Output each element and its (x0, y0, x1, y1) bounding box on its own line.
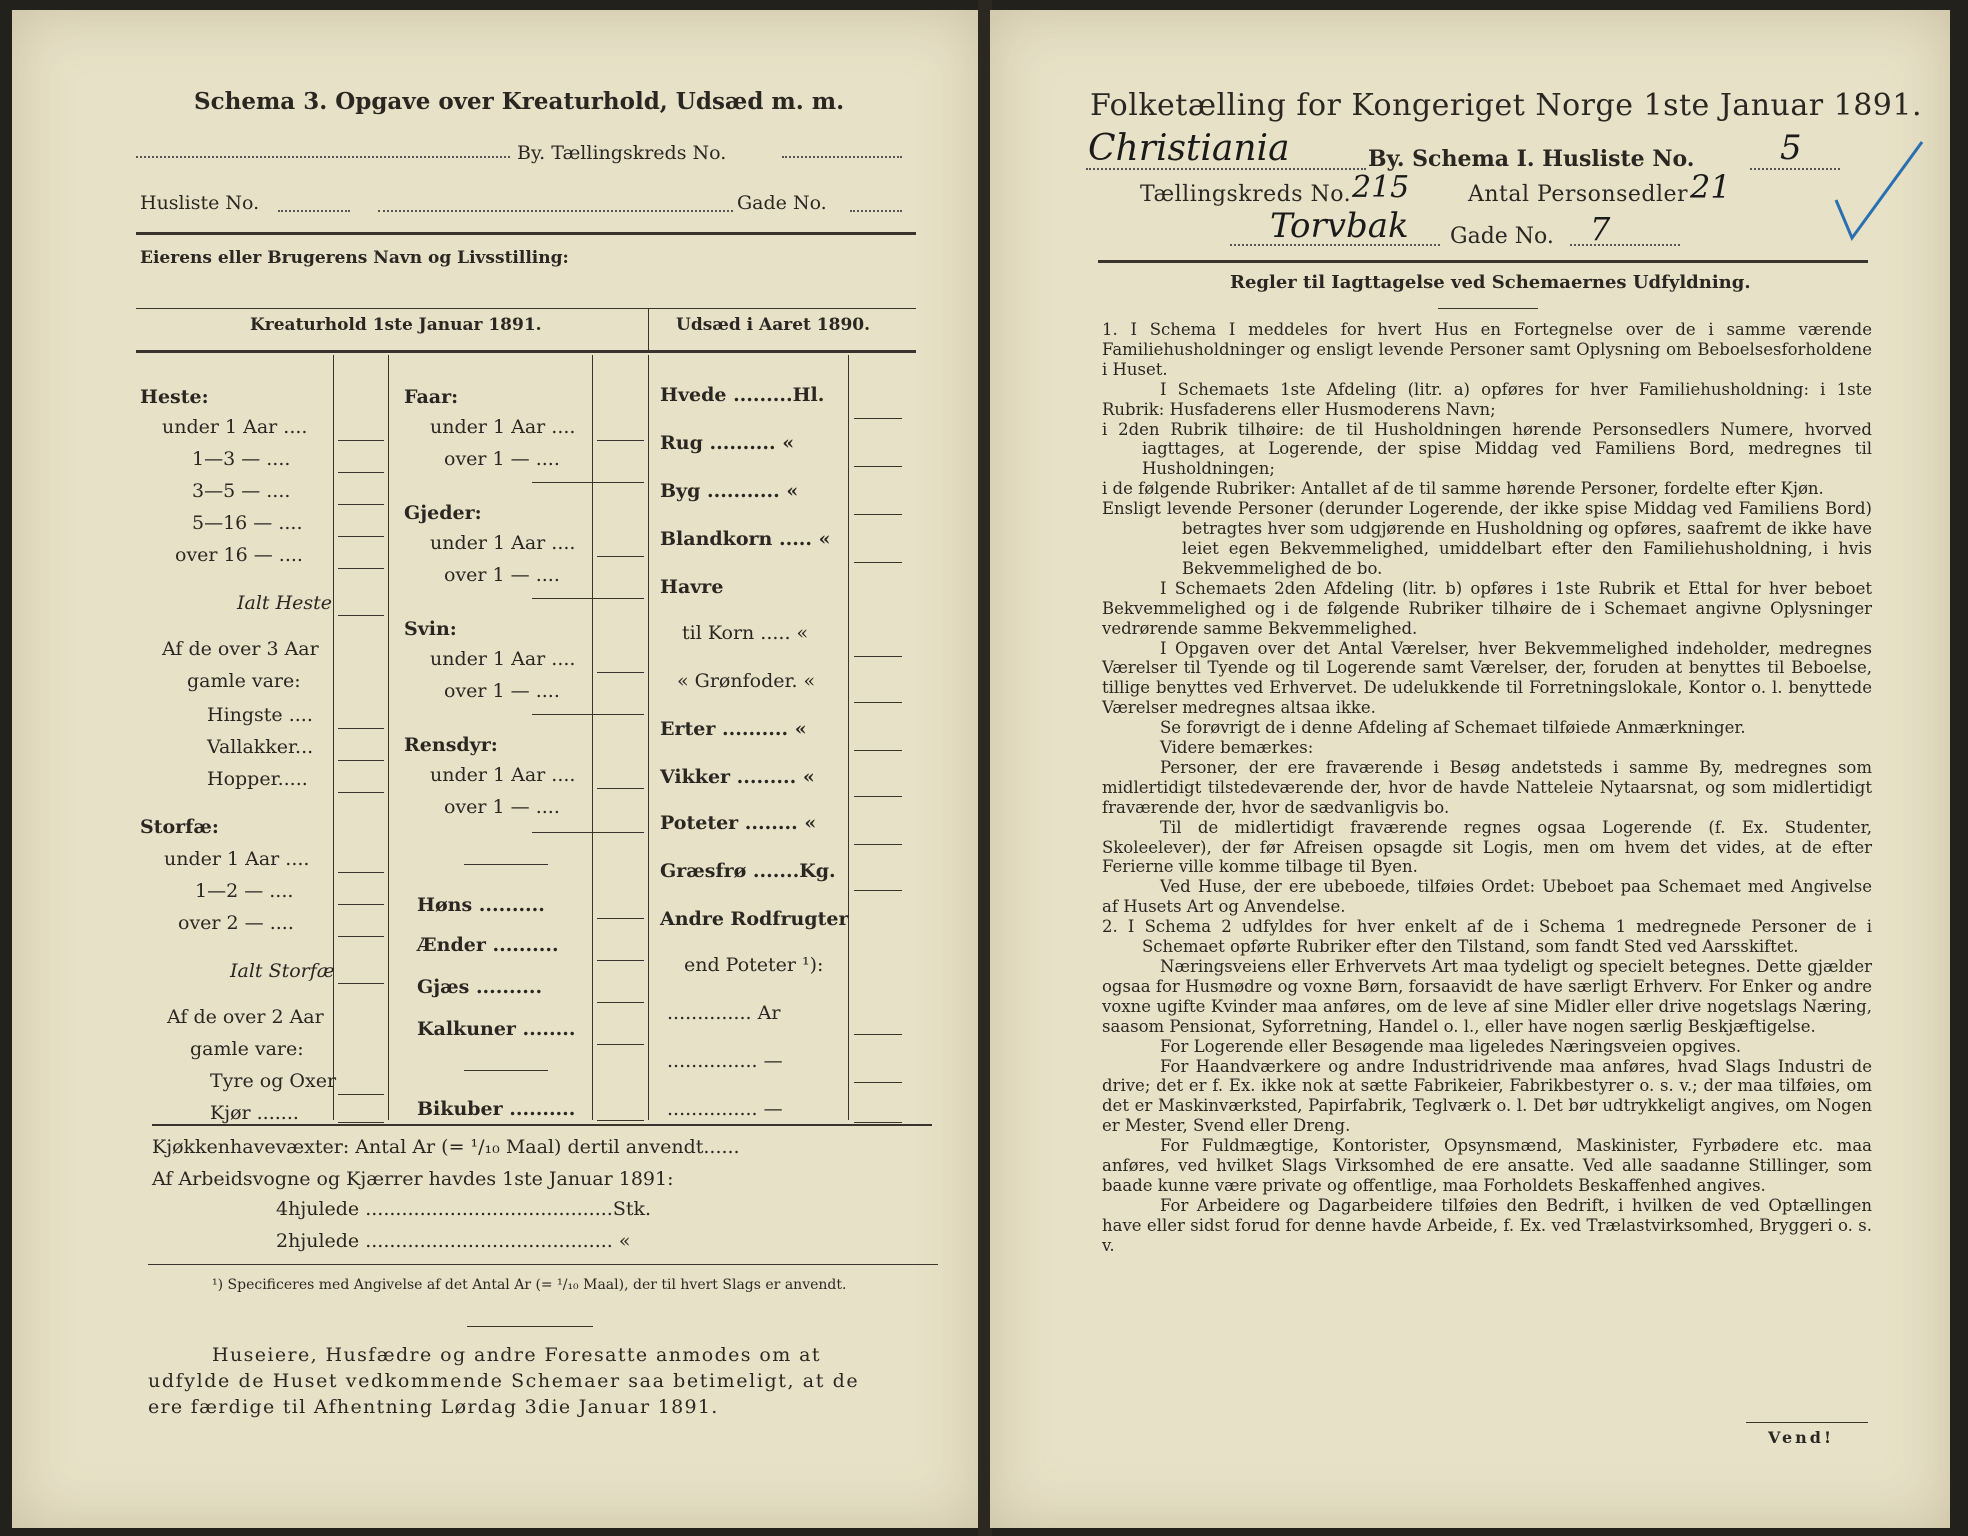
fire-hjulede: 4hjulede .........................................Stk. (276, 1198, 652, 1220)
svin-row: under 1 Aar .... (430, 648, 576, 670)
gjeder-row: over 1 — .... (444, 564, 560, 586)
udsaed-erter: Erter .......... « (660, 718, 807, 740)
check-mark-icon (1828, 138, 1928, 248)
handwritten-husliste: 5 (1780, 128, 1802, 168)
udsaed-dash: ............... — (667, 1098, 783, 1120)
udsaed-gronfoder: « Grønfoder. « (677, 670, 816, 692)
to-hjulede: 2hjulede ......................................... « (276, 1230, 631, 1252)
vend-label: Vend! (1768, 1428, 1834, 1447)
col-kreatur: Kreaturhold 1ste Januar 1891. (250, 315, 542, 335)
fowl-item: Høns .......... (417, 894, 545, 916)
storfae-type: Kjør ....... (210, 1102, 299, 1124)
udsaed-havre: Havre (660, 576, 724, 598)
udsaed-graesfro: Græsfrø .......Kg. (660, 860, 836, 882)
heste-total: Ialt Heste (237, 592, 333, 614)
heste-row: 5—16 — .... (192, 512, 303, 534)
storfae-row: under 1 Aar .... (164, 848, 310, 870)
heste-row: under 1 Aar .... (162, 416, 308, 438)
closing: ere færdige til Afhentning Lørdag 3die Januar 1891. (148, 1396, 719, 1418)
storfae-row: 1—2 — .... (195, 880, 294, 902)
rensdyr-head: Rensdyr: (404, 734, 498, 756)
handwritten-antal: 21 (1690, 168, 1731, 206)
rensdyr-row: under 1 Aar .... (430, 764, 576, 786)
right-title: Folketælling for Kongeriget Norge 1ste Januar 1891. (1090, 88, 1923, 123)
heste-type: Hingste .... (207, 704, 313, 726)
rule-paragraph: I Schemaets 2den Afdeling (litr. b) opføres i 1ste Rubrik et Ettal for hver beboet Bekvemmelighed og i de følgende Rubriker tilhøire de i Schemaet angivne Oplysninger vedrørende samme Bekvemmelighed. (1102, 578, 1872, 638)
gade-no: Gade No. (1450, 224, 1554, 249)
handwritten-city: Christiania (1088, 128, 1290, 169)
rule-paragraph: I Opgaven over det Antal Værelser, hver Bekvemmelighed indeholder, medregnes Værelser til Tyende og til Logerende samt Værelser, der, foruden at benyttes til Beboelse, tillige benyttes ved Erhvervet. De udelukkende til Forretningslokale, Kontor o. l. benyttede Værelser medregnes altsaa ikke. (1102, 638, 1872, 718)
handwritten-kreds: 215 (1352, 170, 1410, 205)
bikuber: Bikuber .......... (417, 1098, 576, 1120)
faar-head: Faar: (404, 386, 459, 408)
fowl-item: Gjæs .......... (417, 976, 543, 998)
rule-paragraph: I Schemaets 1ste Afdeling (litr. a) opføres for hver Familiehusholdning: i 1ste Rubrik: Husfaderens eller Husmoderens Navn; (1102, 379, 1872, 419)
rensdyr-row: over 1 — .... (444, 796, 560, 818)
udsaed-andre: Andre Rodfrugter (660, 908, 849, 930)
rule-paragraph: Næringsveiens eller Erhvervets Art maa tydeligt og specielt betegnes. Dette gjælder ogsaa for Husmødre og voxne Børn, forsaavidt de have særligt Erhverv. For Enker og andre voxne ugifte Kvinder maa anføres, om de leve af sine Midler eller drive nogetslags Næring, saasom Pensionat, Syforretning, Handel o. l., eller have nogen særlig Beskjæftigelse. (1102, 957, 1872, 1036)
rule-paragraph: For Arbeidere og Dagarbeidere tilføies den Bedrift, i hvilken de ved Optællingen have eller sidst forud for denne havde Arbeide, f. Ex. ved Trælastvirksomhed, Bryggeri o. s. v. (1102, 1195, 1872, 1255)
rule-paragraph: Se forøvrigt de i denne Afdeling af Schemaet tilføiede Anmærkninger. (1160, 718, 1746, 738)
husliste-label: Husliste No. (140, 192, 260, 214)
fowl-item: Ænder .......... (417, 934, 559, 956)
storfae-total: Ialt Storfæ (230, 960, 335, 982)
fowl-item: Kalkuner ........ (417, 1018, 576, 1040)
udsaed-blandkorn: Blandkorn ..... « (660, 528, 831, 550)
handwritten-gade-no: 7 (1590, 210, 1611, 248)
heste-type: Hopper..... (207, 768, 308, 790)
closing: Huseiere, Husfædre og andre Foresatte anmodes om at (212, 1344, 821, 1366)
faar-row: over 1 — .... (444, 448, 560, 470)
col-udsaed: Udsæd i Aaret 1890. (676, 315, 871, 335)
storfae-row: over 2 — .... (178, 912, 294, 934)
storfae-head: Storfæ: (140, 816, 219, 838)
faar-row: under 1 Aar .... (430, 416, 576, 438)
heste-type: Vallakker... (207, 736, 314, 758)
udsaed-byg: Byg ........... « (660, 480, 799, 502)
udsaed-dash: ............... — (667, 1050, 783, 1072)
udsaed-poteter: Poteter ........ « (660, 812, 817, 834)
rule-paragraph: For Logerende eller Besøgende maa ligeledes Næringsveien opgives. (1160, 1036, 1742, 1056)
by-label: By. Tællingskreds No. (517, 142, 727, 164)
left-page (12, 10, 980, 1528)
kjokken: Kjøkkenhavevæxter: Antal Ar (= ¹/₁₀ Maal) dertil anvendt...... (152, 1136, 740, 1158)
heste-sub: Af de over 3 Aar (162, 638, 319, 660)
rule-paragraph: Ensligt levende Personer (derunder Logerende, der ikke spise Middag ved Familiens Bord) betragtes hver som udgjørende en Husholdning og opføres, saafremt de ikke have leiet egen Bekvemmelighed, umiddelbart efter den Familiehusholdning, i hvis Bekvemmelighed de bo. (1102, 499, 1872, 578)
left-title: Schema 3. Opgave over Kreaturhold, Udsæd m. m. (194, 88, 845, 115)
storfae-type: Tyre og Oxer (210, 1070, 337, 1092)
rule-paragraph: For Fuldmægtige, Kontorister, Opsynsmænd, Maskinister, Fyrbødere etc. maa anføres, ved hvilket Slags Virksomhed de ere ansatte. Ved alle saadanne Stillinger, som baade kunne være private og offentlige, maa Forholdets Beskaffenhed angives. (1102, 1136, 1872, 1195)
heste-row: over 16 — .... (175, 544, 303, 566)
taellingskreds: Tællingskreds No. (1140, 182, 1352, 207)
rule-paragraph: 2. I Schema 2 udfyldes for hver enkelt af de i Schema 1 medregnede Personer de i Schemaet opførte Rubriker efter den Tilstand, som fandt Sted ved Aarsskiftet. (1102, 917, 1872, 957)
arbeids: Af Arbeidsvogne og Kjærrer havdes 1ste Januar 1891: (152, 1168, 674, 1190)
heste-row: 1—3 — .... (192, 448, 291, 470)
rule-paragraph: 1. I Schema I meddeles for hvert Hus en Fortegnelse over de i samme værende Familiehusholdninger og ensligt levende Personer samt Oplysning om Beboelsesforholdene i Huset. (1102, 320, 1872, 379)
svin-head: Svin: (404, 618, 457, 640)
gjeder-head: Gjeder: (404, 502, 482, 524)
by-schema: By. Schema I. Husliste No. (1368, 146, 1695, 172)
storfae-sub: Af de over 2 Aar (167, 1006, 324, 1028)
svin-row: over 1 — .... (444, 680, 560, 702)
rule-paragraph: Videre bemærkes: (1160, 738, 1314, 758)
footnote: ¹) Specificeres med Angivelse af det Antal Ar (= ¹/₁₀ Maal), der til hvert Slags er anvendt. (212, 1277, 847, 1293)
handwritten-gade: Torvbak (1270, 206, 1409, 246)
rule-paragraph: For Haandværkere og andre Industridrivende maa anføres, hvad Slags Industri de drive; det er f. Ex. ikke nok at sætte Fabrikeier, Fabrikbestyrer o. s. v.; der maa tilføies, om det er Maskinværksted, Papirfabrik, Teglværk o. l. Det bør udtrykkeligt angives, om Nogen er Mester, Svend eller Dreng. (1102, 1056, 1872, 1136)
rules-title: Regler til Iagttagelse ved Schemaernes Udfyldning. (1230, 272, 1751, 293)
rule-paragraph: Personer, der ere fraværende i Besøg andetsteds i samme By, medregnes som midlertidigt tilstedeværende der, hvor de havde Natteleie Nytaarsnat, og som midlertidigt fraværende der, hvor de sædvanligvis bo. (1102, 757, 1872, 817)
heste-sub2: gamle vare: (187, 670, 301, 692)
heste-row: 3—5 — .... (192, 480, 291, 502)
antal: Antal Personsedler (1468, 182, 1689, 207)
udsaed-hvede: Hvede .........Hl. (660, 384, 825, 406)
closing: udfylde de Huset vedkommende Schemaer saa betimeligt, at de (148, 1370, 860, 1392)
udsaed-til-korn: til Korn ..... « (682, 622, 809, 644)
storfae-sub2: gamle vare: (190, 1038, 304, 1060)
udsaed-ar: .............. Ar (667, 1002, 781, 1024)
gade-label: Gade No. (737, 192, 827, 214)
rule-paragraph: Ved Huse, der ere ubeboede, tilføies Ordet: Ubeboet paa Schemaet med Angivelse af Husets Art og Anvendelse. (1102, 877, 1872, 917)
rules-block (1102, 320, 1872, 1256)
heste-head: Heste: (140, 386, 209, 408)
right-page (990, 10, 1950, 1528)
udsaed-vikker: Vikker ......... « (660, 766, 815, 788)
owner-label: Eierens eller Brugerens Navn og Livsstilling: (140, 248, 569, 268)
udsaed-end-poteter: end Poteter ¹): (684, 954, 824, 976)
rule-paragraph: Til de midlertidigt fraværende regnes ogsaa Logerende (f. Ex. Studenter, Skoleelever), der før Afreisen opsagde sit Logis, men om hvem det vides, at de efter Ferierne ville komme tilbage til Byen. (1102, 817, 1872, 877)
udsaed-rug: Rug .......... « (660, 432, 795, 454)
rule-paragraph: i 2den Rubrik tilhøire: de til Husholdningen hørende Personsedlers Numere, hvorved iagttages, at Logerende, der spise Middag ved Familiens Bord, medregnes til Husholdningen; (1102, 419, 1872, 479)
rule-paragraph: i de følgende Rubriker: Antallet af de til samme hørende Personer, fordelte efter Kjøn. (1102, 479, 1824, 499)
gjeder-row: under 1 Aar .... (430, 532, 576, 554)
